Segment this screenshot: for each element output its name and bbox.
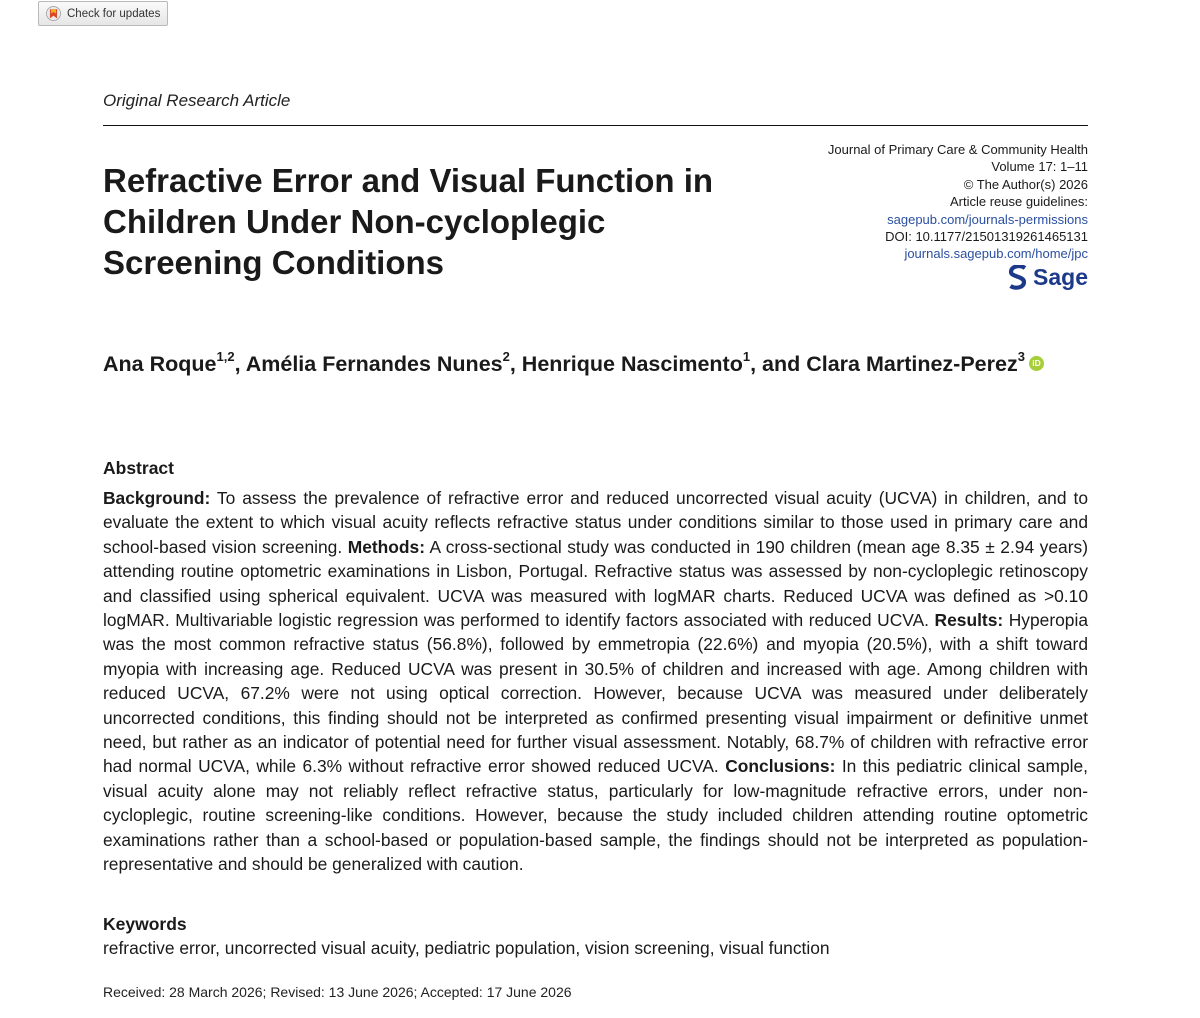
author-name: Ana Roque [103,352,217,376]
publisher-name: Sage [1033,264,1088,290]
author-affiliation: 2 [502,349,510,364]
results-text: Hyperopia was the most common refractive status (56.8%), followed by emmetropia (22.6%) and myopia (20.5%), with a shift toward myopia with increasing age. Reduced UCVA was present in 30.5% of children and increased with age. Among children with reduced UCVA, 67.2% were not using optical correction. However, because UCVA was measured under deliberately uncorrected conditions, this finding should not be interpreted as confirmed presenting visual impairment or definitive unmet need, but rather as an indicator of potential need for further visual assessment. Notably, 68.7% of children with refractive error had normal UCVA, while 6.3% without refractive error showed reduced UCVA. [103,610,1088,777]
publisher-logo[interactable] [1008,264,1088,291]
journal-name: Journal of Primary Care & Community Health [827,142,1088,157]
author-separator: , and [750,352,807,376]
author-affiliation: 1,2 [216,349,235,364]
sage-s-icon [1008,265,1028,291]
reuse-label: Article reuse guidelines: [949,194,1088,210]
abstract-body [103,486,1088,877]
crossmark-icon [46,6,61,21]
conclusions-label: Conclusions: [725,756,836,777]
author-separator: , [234,352,246,376]
author-affiliation: 3 [1017,349,1025,364]
orcid-icon[interactable]: iD [1029,356,1044,371]
methods-text: A cross-sectional study was conducted in 190 children (mean age 8.35 ± 2.94 years) attending routine optometric examinations in Lisbon, Portugal. Refractive status was assessed by non-cycloplegic retinoscopy and classified using spherical equivalent. UCVA was measured with logMAR charts. Reduced UCVA was defined as >0.10 logMAR. Multivariable logistic regression was performed to identify factors associated with reduced UCVA. [103,536,1088,631]
title-line: Refractive Error and Visual Function in [103,162,714,199]
check-for-updates-label: Check for updates [67,7,161,20]
author-name: Henrique Nascimento [521,352,743,376]
background-text: To assess the prevalence of refractive error and reduced uncorrected visual acuity (UCVA) in children, and to evaluate the extent to which visual acuity reflects refractive status under conditions similar to those used in primary care and school-based vision screening. [103,488,1088,557]
author-separator: , [509,352,522,376]
conclusions-text: In this pediatric clinical sample, visual acuity alone may not reliably reflect refractive status, particularly for low-magnitude refractive errors, under non-cycloplegic, routine screening-like conditions. However, because the study included children attending routine optometric examinations rather than a school-based or population-based sample, the findings should not be interpreted as population-representative and should be generalized with caution. [103,756,1088,875]
journal-info [828,141,1088,263]
keywords-list: refractive error, uncorrected visual acuity, pediatric population, vision screening, visual function [103,938,830,958]
author-affiliation: 1 [742,349,751,364]
article-dates: Received: 28 March 2026; Revised: 13 June 2026; Accepted: 17 June 2026 [103,984,572,1000]
doi: DOI: 10.1177/21501319261465131 [885,229,1088,245]
journal-volume: Volume 17: 1–11 [991,159,1088,175]
title-line: Screening Conditions [103,244,445,281]
header-divider [103,125,1088,126]
author-name: Clara Martinez-Perez [806,352,1018,376]
keywords-heading: Keywords [103,914,187,934]
check-for-updates-button[interactable] [38,1,168,26]
copyright: © The Author(s) 2026 [963,176,1088,192]
results-label: Results: [934,610,1004,631]
abstract-heading: Abstract [103,458,174,478]
background-label: Background: [103,488,211,508]
journal-home-link[interactable]: journals.sagepub.com/home/jpc [904,246,1088,262]
author-name: Amélia Fernandes Nunes [245,352,503,376]
article-title [103,160,783,283]
methods-label: Methods: [347,536,425,557]
title-line: Children Under Non-cycloplegic [103,203,606,240]
article-type: Original Research Article [103,91,291,110]
author-list [103,349,1044,377]
permissions-link[interactable]: sagepub.com/journals-permissions [887,211,1088,227]
